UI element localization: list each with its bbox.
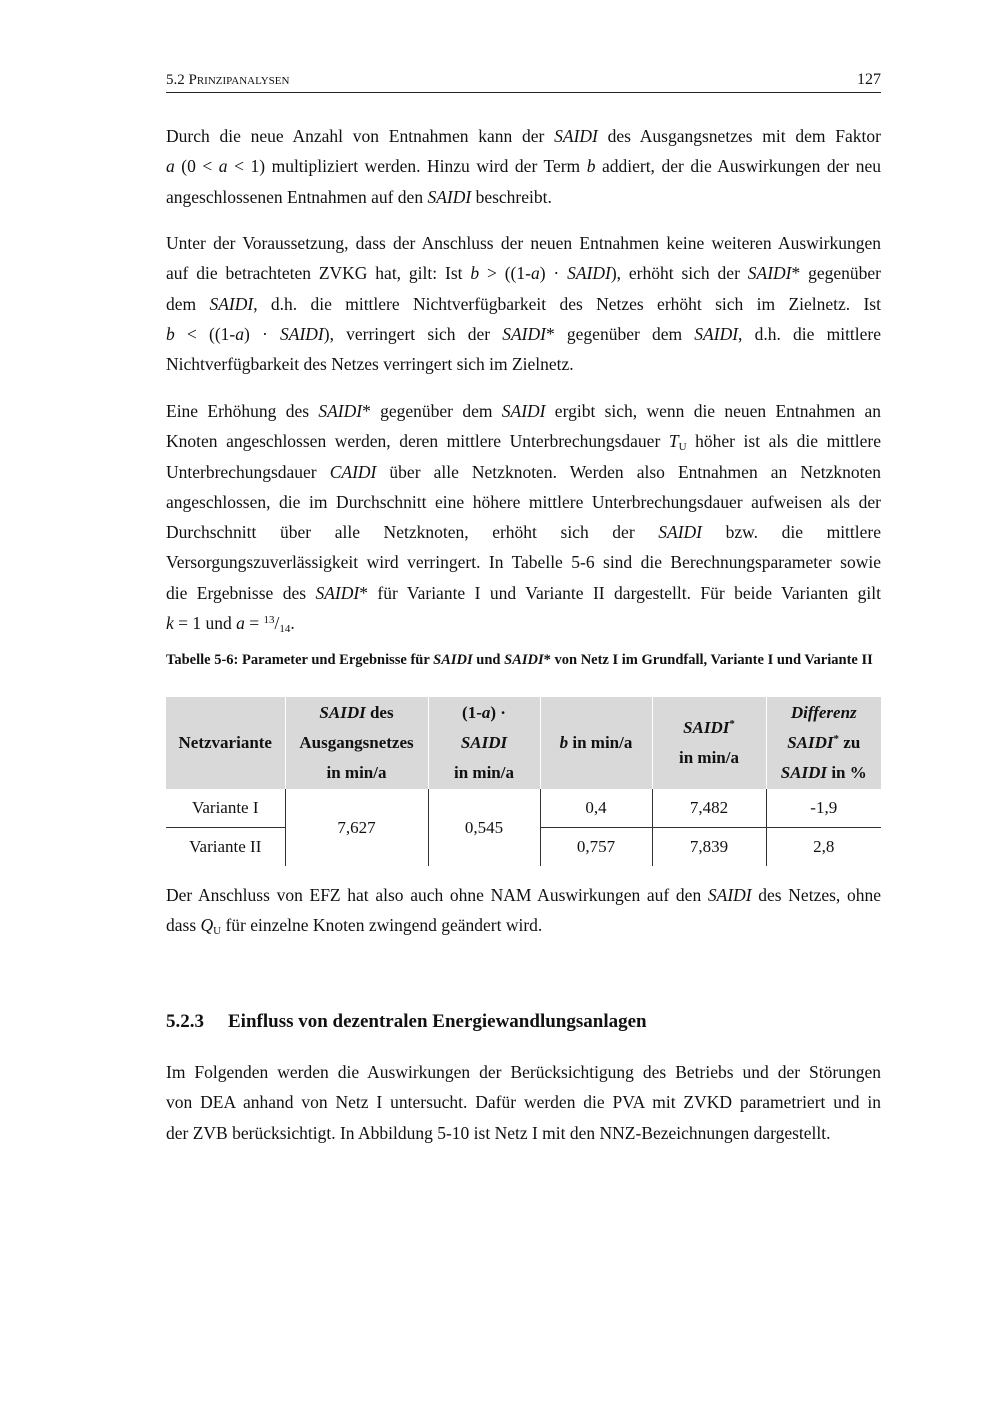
header-saidi-star: SAIDI* in min/a [652, 697, 766, 789]
text-line: k = 1 und $a = ^{13}/_{14}$. [166, 613, 295, 636]
text-line: Durchschnitt über alle Netzknoten, erhöht sich der SAIDI bzw. die mittlere [166, 522, 882, 543]
text-line: a (0 < a < 1) multipliziert werden. Hinzu wird der Term b addiert, der die Auswirkungen der neu [166, 156, 881, 177]
text-line: b < ((1-a) · SAIDI), verringert sich der SAIDI* gegenüber dem SAIDI, d.h. die mittlere [166, 323, 882, 344]
text-line: dass $Q_U$ für einzelne Knoten zwingend geändert wird. [166, 915, 543, 938]
text-line: von DEA anhand von Netz I untersucht. Dafür werden die PVA mit ZVKD parametriert und in [166, 1092, 881, 1113]
cell-saidi-star: 7,839 [652, 828, 766, 867]
paragraph-1 [166, 121, 881, 212]
section-heading [166, 1010, 647, 1034]
paragraph-2 [166, 228, 881, 379]
header-section: 5.2 Prinzipanalysen [166, 72, 290, 88]
header-netzvariante: Netzvariante [166, 697, 285, 789]
text-line: Unter der Voraussetzung, dass der Anschluss der neuen Entnahmen keine weiteren Auswirkungen [166, 233, 881, 253]
text-line: Unterbrechungsdauer CAIDI über alle Netzknoten. Werden also Entnahmen an Netzknoten [166, 461, 881, 482]
cell-variant: Variante II [189, 837, 262, 856]
paragraph-5 [166, 1057, 881, 1148]
cell-diff: 2,8 [766, 828, 881, 867]
results-table [166, 697, 881, 866]
table-header-row [166, 697, 881, 789]
header-one-minus-a-saidi: (1-a) · SAIDI in min/a [428, 697, 540, 789]
section-number: 5.2.3 [166, 1011, 204, 1032]
cell-one-minus-a-saidi: 0,545 [428, 789, 540, 866]
text-line: auf die betrachteten ZVKG hat, gilt: Ist b > ((1-a) · SAIDI), erhöht sich der SAIDI* gegenüber [166, 263, 881, 284]
running-header [166, 70, 881, 93]
text-line: Durch die neue Anzahl von Entnahmen kann der SAIDI des Ausgangsnetzes mit dem Faktor [166, 126, 881, 146]
text-line: Im Folgenden werden die Auswirkungen der Berücksichtigung des Betriebs und der Störungen [166, 1062, 881, 1082]
page-number: 127 [857, 71, 881, 88]
text-line: Knoten angeschlossen werden, deren mittlere Unterbrechungsdauer $T_U$ höher ist als die mittlere [166, 431, 882, 454]
paragraph-4 [166, 880, 881, 941]
text-line: Versorgungszuverlässigkeit wird verringert. In Tabelle 5-6 sind die Berechnungsparameter sowie [166, 552, 881, 573]
header-saidi-ausgangsnetz: SAIDI des Ausgangsnetzes in min/a [285, 697, 428, 789]
section-title: Einfluss von dezentralen Energiewandlungsanlagen [228, 1011, 647, 1032]
text-line: angeschlossen, die im Durchschnitt eine höhere mittlere Unterbrechungsdauer aufweisen als der [166, 491, 881, 512]
header-differenz: Differenz SAIDI* zu SAIDI in % [766, 697, 881, 789]
header-section-title: Prinzipanalysen [188, 72, 290, 88]
header-b: b in min/a [540, 697, 652, 789]
text-line: der ZVB berücksichtigt. In Abbildung 5-10 ist Netz I mit den NNZ-Bezeichnungen dargestellt. [166, 1122, 831, 1143]
cell-diff: -1,9 [766, 789, 881, 828]
cell-saidi-ausgang: 7,627 [285, 789, 428, 866]
text-line: Nichtverfügbarkeit des Netzes verringert sich im Zielnetz. [166, 354, 574, 375]
text-line: die Ergebnisse des SAIDI* für Variante I und Variante II dargestellt. Für beide Varianten gilt [166, 582, 881, 603]
table-caption: Tabelle 5-6: Parameter und Ergebnisse für SAIDI und SAIDI* von Netz I im Grundfall, Variante I und Variante II [166, 652, 873, 668]
table-row [166, 789, 881, 828]
cell-b: 0,4 [540, 789, 652, 828]
text-line: Der Anschluss von EFZ hat also auch ohne NAM Auswirkungen auf den SAIDI des Netzes, ohne [166, 885, 881, 905]
text-line: dem SAIDI, d.h. die mittlere Nichtverfügbarkeit des Netzes erhöht sich im Zielnetz. Ist [166, 293, 881, 314]
cell-variant: Variante I [166, 789, 285, 828]
paragraph-3 [166, 396, 881, 638]
text-line: angeschlossenen Entnahmen auf den SAIDI beschreibt. [166, 186, 552, 207]
text-line: Eine Erhöhung des SAIDI* gegenüber dem SAIDI ergibt sich, wenn die neuen Entnahmen an [166, 401, 881, 421]
cell-b: 0,757 [540, 828, 652, 867]
cell-saidi-star: 7,482 [652, 789, 766, 828]
